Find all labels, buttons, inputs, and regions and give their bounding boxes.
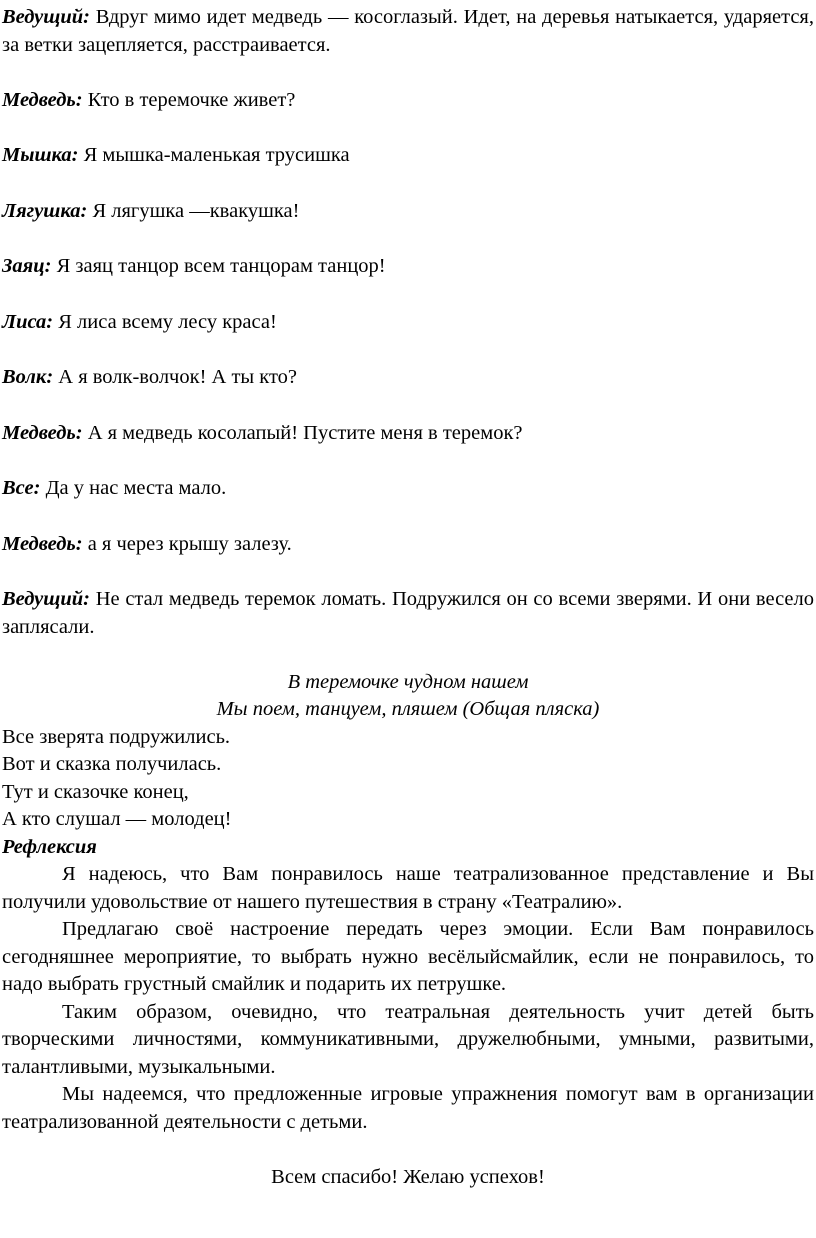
- speaker-name: Заяц:: [2, 255, 52, 277]
- song-line-2: Мы поем, танцуем, пляшем (Общая пляска): [216, 698, 600, 720]
- closing-line: Всем спасибо! Желаю успехов!: [271, 1165, 545, 1188]
- dialogue-text: а я через крышу залезу.: [82, 532, 292, 555]
- reflection-paragraph-4: Мы надеемся, что предложенные игровые упражнения помогут вам в организации театрализованной деятельности с детьми.: [2, 1083, 814, 1133]
- dialogue-line-wolf: [2, 364, 814, 392]
- speaker-name: Медведь:: [2, 88, 83, 111]
- dialogue-text: А я медведь косолапый! Пустите меня в теремок?: [82, 421, 523, 444]
- dialogue-text: Я мышка-маленькая трусишка: [78, 144, 350, 166]
- dialogue-line-presenter-1: [2, 4, 814, 59]
- reflection-paragraph-3: Таким образом, очевидно, что театральная деятельность учит детей быть творческими личностями, коммуникативными, дружелюбными, умными, развитыми, талантливыми, музыкальными.: [2, 1000, 814, 1078]
- dialogue-text: А я волк-волчок! А ты кто?: [53, 366, 298, 388]
- dialogue-line-all: [2, 475, 814, 503]
- speaker-name: Медведь:: [2, 532, 83, 555]
- dialogue-text: Не стал медведь теремок ломать. Подружился он со всеми зверями. И они весело заплясали.: [2, 588, 814, 638]
- verse-line-2: Вот и сказка получилась.: [2, 753, 222, 775]
- speaker-name: Все:: [2, 477, 41, 499]
- speaker-name: Волк:: [2, 366, 54, 388]
- verse-line-1: Все зверята подружились.: [2, 725, 231, 748]
- speaker-name: Лягушка:: [2, 199, 88, 222]
- dialogue-text: Да у нас места мало.: [40, 477, 227, 499]
- verse-line-4: А кто слушал — молодец!: [2, 808, 232, 830]
- dialogue-line-presenter-2: [2, 586, 814, 641]
- speaker-name: Ведущий:: [2, 6, 90, 28]
- dialogue-line-mouse: [2, 142, 814, 170]
- dialogue-text: Я лиса всему лесу краса!: [53, 310, 277, 333]
- dialogue-line-fox: [2, 309, 814, 337]
- reflection-heading: Рефлексия: [2, 835, 97, 858]
- speaker-name: Лиса:: [2, 310, 54, 333]
- speaker-name: Ведущий:: [2, 588, 90, 610]
- document-page: [2, 4, 814, 1191]
- dialogue-text: Кто в теремочке живет?: [82, 88, 296, 111]
- dialogue-line-bear-1: [2, 87, 814, 115]
- song-line-1: В теремочке чудном нашем: [287, 670, 529, 693]
- dialogue-line-bear-3: [2, 531, 814, 559]
- reflection-paragraph-1: Я надеюсь, что Вам понравилось наше театрализованное представление и Вы получили удовольствие от нашего путешествия в страну «Театралию».: [2, 863, 814, 913]
- dialogue-text: Я лягушка —квакушка!: [87, 199, 300, 222]
- dialogue-line-hare: [2, 253, 814, 281]
- speaker-name: Мышка:: [2, 144, 79, 166]
- dialogue-text: Я заяц танцор всем танцорам танцор!: [51, 255, 386, 277]
- dialogue-line-bear-2: [2, 420, 814, 448]
- dialogue-line-frog: [2, 198, 814, 226]
- speaker-name: Медведь:: [2, 421, 83, 444]
- reflection-paragraph-2: Предлагаю своё настроение передать через эмоции. Если Вам понравилось сегодняшнее мероприятие, то выбрать нужно весёлыйсмайлик, если не понравилось, то надо выбрать грустный смайлик и подарить их петрушке.: [2, 918, 814, 995]
- verse-line-3: Тут и сказочке конец,: [2, 780, 189, 803]
- dialogue-text: Вдруг мимо идет медведь — косоглазый. Идет, на деревья натыкается, ударяется, за ветки зацепляется, расстраивается.: [2, 6, 814, 56]
